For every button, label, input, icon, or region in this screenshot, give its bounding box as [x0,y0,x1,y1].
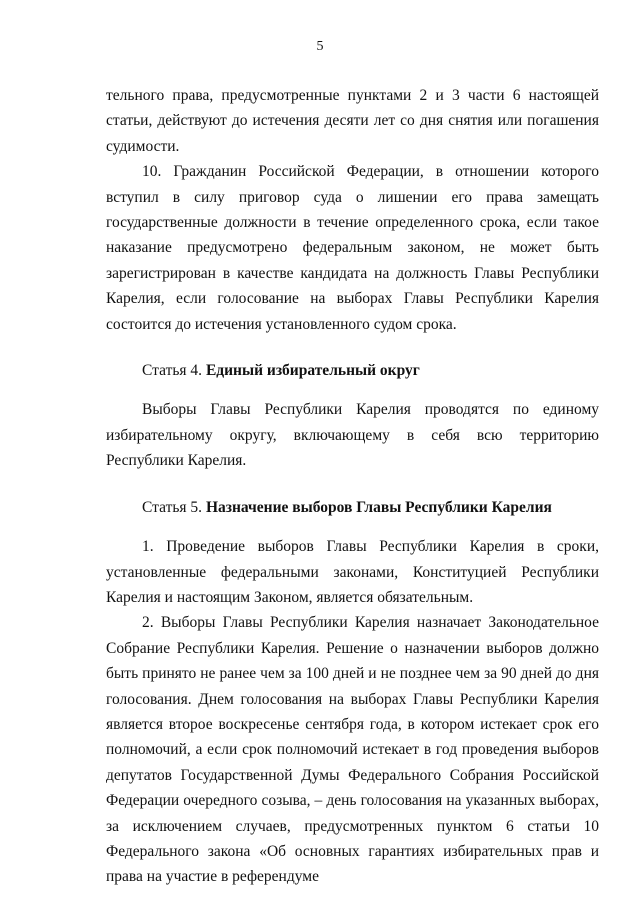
document-body [106,83,599,890]
article-4-heading [106,358,599,383]
article-5-item-1: 1. Проведение выборов Главы Республики Карелия в сроки, установленные федеральными законами, Конституцией Республики Карелия и настоящим Законом, является обязательным. [106,538,599,606]
article-4-prefix: Статья 4. [142,362,206,380]
article-5-heading [106,495,599,520]
article-4-text: Выборы Главы Республики Карелия проводятся по единому избирательному округу, включающему в себя всю территорию Республики Карелия. [106,401,599,470]
article-5-title: Назначение выборов Главы Республики Карелия [205,498,552,516]
article-4-title: Единый избирательный округ [205,362,420,380]
paragraph-continuation: тельного права, предусмотренные пунктами 2 и 3 части 6 настоящей статьи, действуют до истечения десяти лет со дня снятия или погашения судимости. [106,87,599,155]
article-5-prefix: Статья 5. [142,498,206,516]
page-number: 5 [316,39,324,54]
article-5-item-2: 2. Выборы Главы Республики Карелия назначает Законодательное Собрание Республики Карелия. Решение о назначении выборов должно быть принято не ранее чем за 100 дней и не позднее чем за 90 дней до дня голосования. Днем голосования на выборах Главы Республики Карелия является второе воскресенье сентября года, в котором истекает срок его полномочий, а если срок полномочий истекает в год проведения выборов депутатов Государственной Думы Федерального Собрания Российской Федерации очередного созыва, – день голосования на указанных выборах, за исключением случаев, предусмотренных пунктом 6 статьи 10 Федерального закона «Об основных гарантиях избирательных прав и права на участие в референдуме [106,614,599,886]
paragraph-item-10: 10. Гражданин Российской Федерации, в отношении которого вступил в силу приговор суда о лишении его права замещать государственные должности в течение определенного срока, если такое наказание предусмотрено федеральным законом, не может быть зарегистрирован в качестве кандидата на должность Главы Республики Карелия, если голосование на выборах Главы Республики Карелия состоится до истечения установленного судом срока. [106,163,599,333]
